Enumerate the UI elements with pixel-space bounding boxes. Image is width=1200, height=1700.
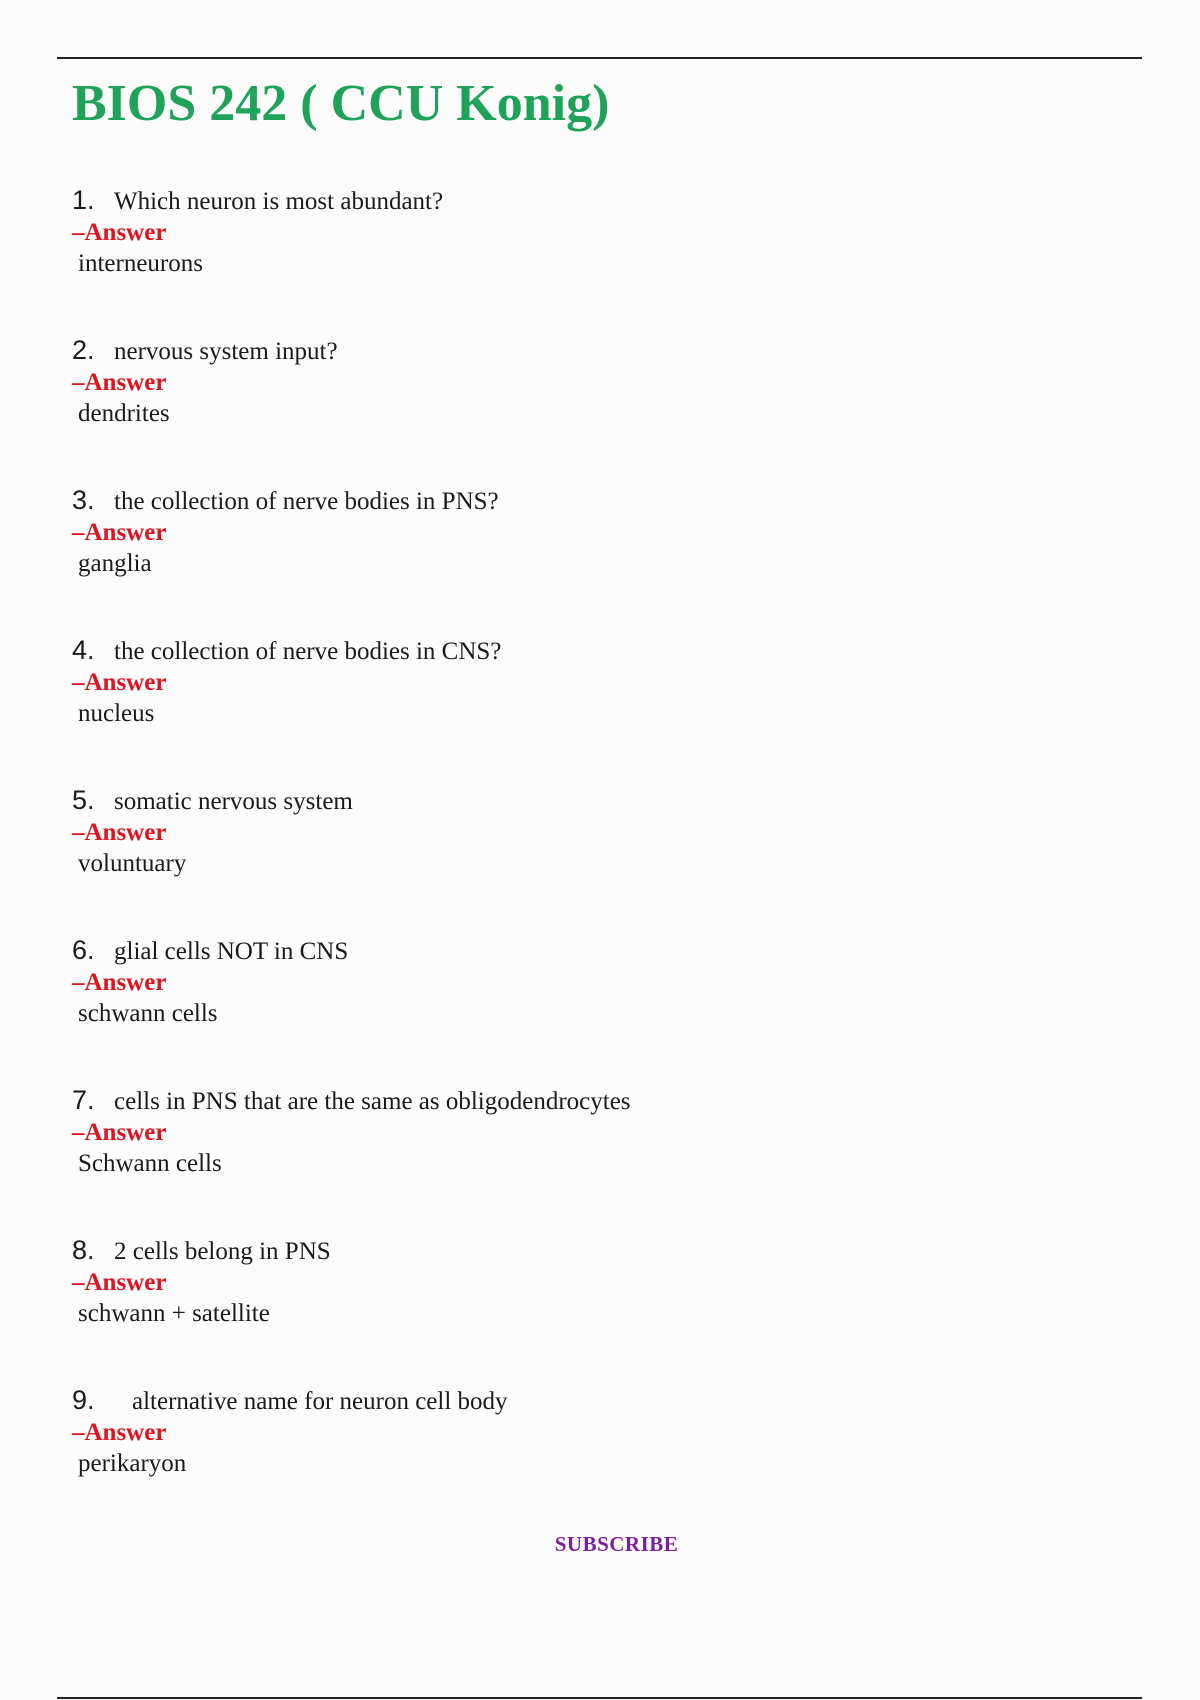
subscribe-link[interactable]: SUBSCRIBE bbox=[554, 1532, 679, 1556]
question-text: Which neuron is most abundant? bbox=[114, 188, 444, 215]
question-text: 2 cells belong in PNS bbox=[114, 1238, 331, 1265]
question-line bbox=[72, 1383, 1132, 1417]
question-number: 4. bbox=[72, 635, 95, 665]
question-list bbox=[72, 183, 1132, 1533]
question-text: somatic nervous system bbox=[114, 788, 353, 815]
qa-item-1 bbox=[72, 183, 1132, 333]
question-line bbox=[72, 483, 1132, 517]
bottom-rule bbox=[57, 1697, 1142, 1699]
question-line bbox=[72, 933, 1132, 967]
qa-item-2 bbox=[72, 333, 1132, 483]
qa-item-8 bbox=[72, 1233, 1132, 1383]
qa-item-4 bbox=[72, 633, 1132, 783]
answer-label: –Answer bbox=[72, 519, 167, 546]
answer-text: schwann + satellite bbox=[78, 1300, 270, 1327]
question-number: 1. bbox=[72, 185, 95, 215]
question-line bbox=[72, 183, 1132, 217]
qa-item-9 bbox=[72, 1383, 1132, 1533]
question-number: 8. bbox=[72, 1235, 95, 1265]
question-text: cells in PNS that are the same as obligodendrocytes bbox=[114, 1088, 631, 1115]
answer-label: –Answer bbox=[72, 219, 167, 246]
question-number: 5. bbox=[72, 785, 95, 815]
question-number: 2. bbox=[72, 335, 95, 365]
question-text: glial cells NOT in CNS bbox=[114, 938, 349, 965]
answer-label: –Answer bbox=[72, 1119, 167, 1146]
answer-text: perikaryon bbox=[78, 1450, 187, 1477]
question-number: 9. bbox=[72, 1385, 95, 1415]
answer-label: –Answer bbox=[72, 1269, 167, 1296]
answer-text: ganglia bbox=[78, 550, 152, 577]
question-line bbox=[72, 1083, 1132, 1117]
question-line bbox=[72, 333, 1132, 367]
question-line bbox=[72, 1233, 1132, 1267]
answer-text: interneurons bbox=[78, 250, 203, 277]
question-text: alternative name for neuron cell body bbox=[132, 1388, 508, 1415]
answer-text: dendrites bbox=[78, 400, 170, 427]
question-line bbox=[72, 783, 1132, 817]
question-number: 6. bbox=[72, 935, 95, 965]
answer-text: Schwann cells bbox=[78, 1150, 222, 1177]
qa-item-5 bbox=[72, 783, 1132, 933]
question-text: nervous system input? bbox=[114, 338, 338, 365]
question-number: 3. bbox=[72, 485, 95, 515]
question-number: 7. bbox=[72, 1085, 95, 1115]
answer-text: voluntuary bbox=[78, 850, 187, 877]
answer-text: schwann cells bbox=[78, 1000, 218, 1027]
top-rule bbox=[57, 57, 1142, 59]
answer-label: –Answer bbox=[72, 1419, 167, 1446]
question-line bbox=[72, 633, 1132, 667]
qa-item-7 bbox=[72, 1083, 1132, 1233]
question-text: the collection of nerve bodies in PNS? bbox=[114, 488, 499, 515]
page-title: BIOS 242 ( CCU Konig) bbox=[72, 75, 610, 132]
answer-label: –Answer bbox=[72, 369, 167, 396]
answer-label: –Answer bbox=[72, 669, 167, 696]
answer-text: nucleus bbox=[78, 700, 155, 727]
answer-label: –Answer bbox=[72, 969, 167, 996]
qa-item-3 bbox=[72, 483, 1132, 633]
qa-item-6 bbox=[72, 933, 1132, 1083]
answer-label: –Answer bbox=[72, 819, 167, 846]
question-text: the collection of nerve bodies in CNS? bbox=[114, 638, 502, 665]
